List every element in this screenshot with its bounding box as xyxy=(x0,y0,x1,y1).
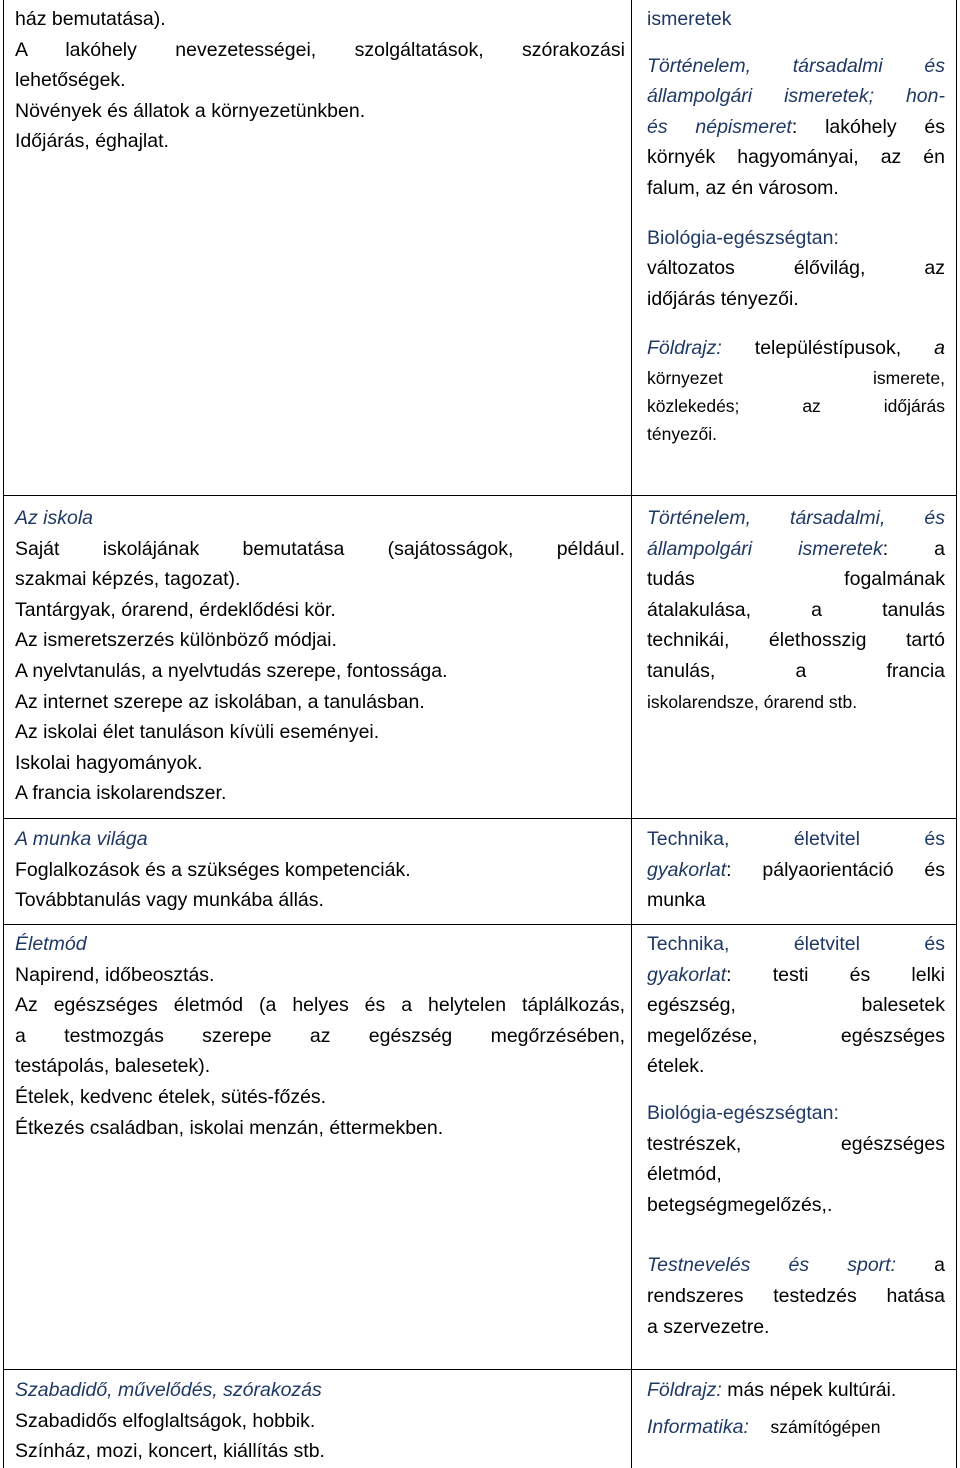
table-border-middle xyxy=(631,0,632,1468)
text-line: Étkezés családban, iskolai menzán, éttermekben. xyxy=(15,1116,444,1139)
text-line: környezet ismerete, xyxy=(647,367,945,388)
text-line: Az ismeretszerzés különböző módjai. xyxy=(15,629,337,652)
section-heading: Életmód xyxy=(15,933,87,955)
subject-label-informatika: Informatika: xyxy=(647,1415,749,1438)
subject-label-tortenelem: Történelem, társadalmi, és xyxy=(647,507,945,529)
text-line: és népismeret: lakóhely és xyxy=(647,115,945,138)
table-border-left xyxy=(3,0,4,1468)
text-line: gyakorlat: testi és lelki xyxy=(647,963,945,986)
text-line: Földrajz: más népek kultúrái. xyxy=(647,1379,897,1401)
text-line: megelőzése, egészséges xyxy=(647,1024,945,1047)
text-line: tényezői. xyxy=(647,423,718,444)
row-divider-4 xyxy=(3,1369,957,1370)
text-line: ismeretek xyxy=(647,8,732,30)
text-line: állampolgári ismeretek: a xyxy=(647,537,946,560)
text-line: A francia iskolarendszer. xyxy=(15,782,227,805)
text-line: Testnevelés és sport: a xyxy=(647,1254,946,1277)
subject-label-technika: Technika, életvitel és xyxy=(647,933,945,955)
section-heading: A munka világa xyxy=(15,828,148,850)
text-line: munka xyxy=(647,889,706,912)
text-line: Iskolai hagyományok. xyxy=(15,751,203,774)
row1-right-cell xyxy=(647,4,945,448)
subject-label-tortenelem: állampolgári ismeretek; hon- xyxy=(647,85,945,108)
subject-label-testneveles: Testnevelés és sport: xyxy=(647,1254,896,1277)
row-divider-2 xyxy=(3,818,957,819)
text-line: Növények és állatok a környezetünkben. xyxy=(15,99,366,122)
text-line: Informatika: számítógépen xyxy=(647,1415,881,1438)
text-line: tudás fogalmának xyxy=(647,568,945,591)
subject-label-foldrajz: Földrajz: xyxy=(647,337,722,360)
text-line: rendszeres testedzés hatása xyxy=(647,1284,945,1307)
text-line: Foglalkozások és a szükséges kompetenciák. xyxy=(15,858,411,881)
text-line: Földrajz: településtípusok, a xyxy=(647,337,945,360)
text-line: szakmai képzés, tagozat). xyxy=(15,568,241,591)
text-line: lehetőségek. xyxy=(15,69,126,92)
text-line: változatos élővilág, az xyxy=(647,257,945,280)
text-line: gyakorlat: pályaorientáció és xyxy=(647,858,945,881)
text-line: testrészek, egészséges xyxy=(647,1132,945,1155)
subject-label-biologia: Biológia-egészségtan: xyxy=(647,226,839,249)
text-line: ház bemutatása). xyxy=(15,8,166,30)
text-line: Az internet szerepe az iskolában, a tanulásban. xyxy=(15,690,425,713)
subject-label-foldrajz: Földrajz: xyxy=(647,1379,722,1401)
subject-label-honnep: és népismeret xyxy=(647,115,792,138)
text-line: Saját iskolájának bemutatása (sajátosságok, például. xyxy=(15,537,625,560)
text-line: életmód, xyxy=(647,1163,722,1186)
text-line: Színház, mozi, koncert, kiállítás stb. xyxy=(15,1440,325,1463)
text-line: Tantárgyak, órarend, érdeklődési kör. xyxy=(15,598,336,621)
subject-label-biologia: Biológia-egészségtan: xyxy=(647,1101,839,1124)
text-line: falum, az én városom. xyxy=(647,176,839,199)
text-line: Az iskolai élet tanuláson kívüli eseményei. xyxy=(15,721,380,744)
text-line: környék hagyományai, az én xyxy=(647,146,945,169)
text-line: Az egészséges életmód (a helyes és a helytelen táplálkozás, xyxy=(15,994,625,1017)
row2-left-cell xyxy=(15,503,625,809)
text-line: Szabadidős elfoglaltságok, hobbik. xyxy=(15,1409,316,1432)
text-line: tanulás, a francia xyxy=(647,659,945,682)
text-line: a testmozgás szerepe az egészség megőrzésében, xyxy=(15,1024,625,1047)
row4-left-cell xyxy=(15,929,625,1143)
text-line: testápolás, balesetek). xyxy=(15,1055,211,1078)
text-line: Időjárás, éghajlat. xyxy=(15,130,169,153)
text-line: betegségmegelőzés,. xyxy=(647,1193,833,1216)
row5-right-cell xyxy=(647,1375,945,1442)
row-divider-3 xyxy=(3,924,957,925)
text-line: Napirend, időbeosztás. xyxy=(15,963,215,986)
text-line: közlekedés; az időjárás xyxy=(647,395,945,416)
text-line: Ételek, kedvenc ételek, sütés-főzés. xyxy=(15,1085,327,1108)
table-border-right xyxy=(956,0,957,1468)
row1-left-cell xyxy=(15,4,625,157)
text-line: A lakóhely nevezetességei, szolgáltatások, szórakozási xyxy=(15,38,625,61)
text-line: egészség, balesetek xyxy=(647,994,945,1017)
text-line: technikái, élethosszig tartó xyxy=(647,629,945,652)
row3-right-cell xyxy=(647,824,945,916)
row2-right-cell xyxy=(647,503,945,717)
subject-label-technika: Technika, életvitel és xyxy=(647,828,945,850)
text-line: átalakulása, a tanulás xyxy=(647,598,945,621)
text-line: időjárás tényezői. xyxy=(647,287,799,310)
row5-left-cell xyxy=(15,1375,625,1467)
row3-left-cell xyxy=(15,824,625,916)
text-line: Továbbtanulás vagy munkába állás. xyxy=(15,889,324,912)
row-divider-1 xyxy=(3,495,957,496)
text-line: ételek. xyxy=(647,1055,705,1078)
section-heading: Szabadidő, művelődés, szórakozás xyxy=(15,1379,322,1401)
text-line: iskolarendsze, órarend stb. xyxy=(647,691,858,712)
subject-label-tortenelem: Történelem, társadalmi és xyxy=(647,54,945,77)
text-line: A nyelvtanulás, a nyelvtudás szerepe, fontossága. xyxy=(15,659,448,682)
text-line: a szervezetre. xyxy=(647,1315,770,1338)
section-heading: Az iskola xyxy=(15,507,94,529)
row4-right-cell xyxy=(647,929,945,1342)
